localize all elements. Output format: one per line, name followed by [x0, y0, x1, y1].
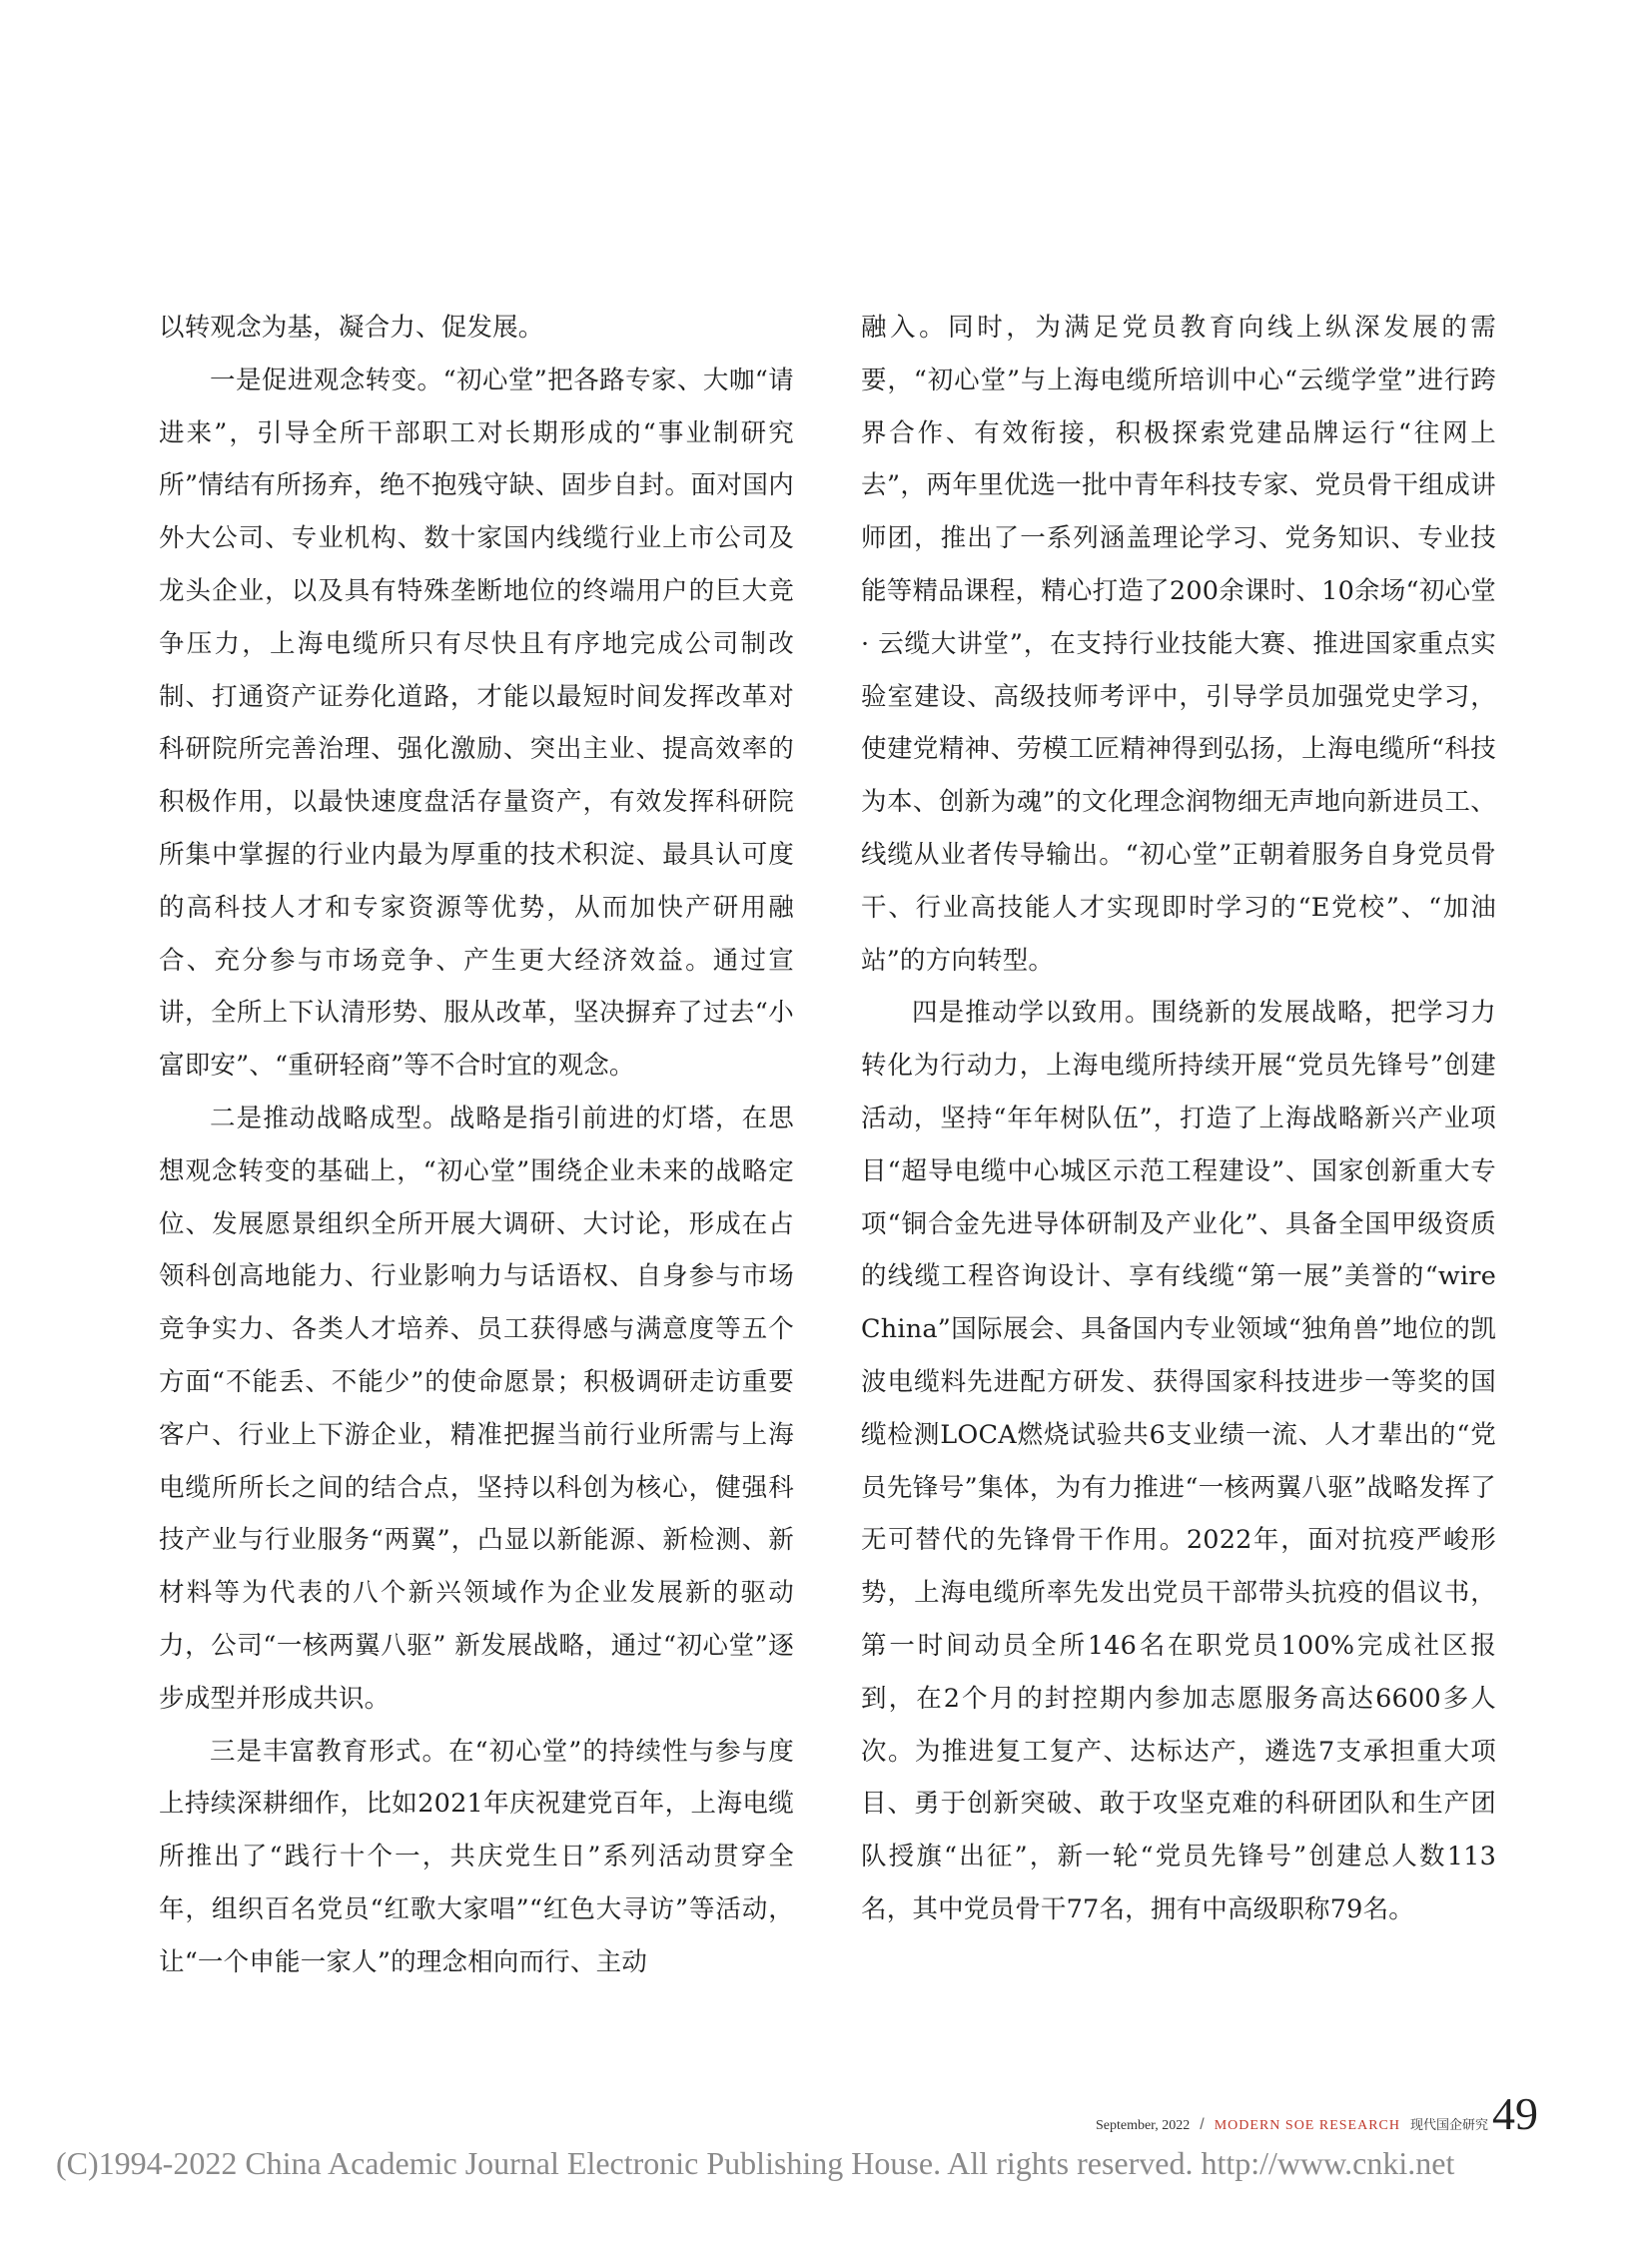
paragraph: 融入。同时，为满足党员教育向线上纵深发展的需要，“初心堂”与上海电缆所培训中心“云缆学堂”进行跨界合作、有效衔接，积极探索党建品牌运行“往网上去”，两年里优选一批中青年科技专家、党员骨干组成讲师团，推出了一系列涵盖理论学习、党务知识、专业技能等精品课程，精心打造了200余课时、10余场“初心堂 · 云缆大讲堂”，在支持行业技能大赛、推进国家重点实验室建设、高级技师考评中，引导学员加强党史学习，使建党精神、劳模工匠精神得到弘扬，上海电缆所“科技为本、创新为魂”的文化理念润物细无声地向新进员工、线缆从业者传导输出。“初心堂”正朝着服务自身党员骨干、行业高技能人才实现即时学习的“E党校”、“加油站”的方向转型。 — [861, 313, 1496, 976]
page-number: 49 — [1492, 2088, 1538, 2139]
issue-date: September, 2022 — [1095, 2118, 1191, 2133]
right-column — [861, 302, 1496, 1936]
magazine-name: MODERN SOE RESEARCH — [1214, 2118, 1400, 2133]
copyright-notice: (C)1994-2022 China Academic Journal Electronic Publishing House. All rights reserved. http://www.cnki.net — [56, 2145, 1455, 2181]
magazine-name-cn: 现代国企研究 — [1409, 2118, 1488, 2133]
paragraph: 以转观念为基，凝合力、促发展。 — [159, 313, 544, 343]
left-column — [159, 302, 794, 1989]
paragraph: 一是促进观念转变。“初心堂”把各路专家、大咖“请进来”，引导全所干部职工对长期形成的“事业制研究所”情结有所扬弃，绝不抱残守缺、固步自封。面对国内外大公司、专业机构、数十家国内线缆行业上市公司及龙头企业，以及具有特殊垄断地位的终端用户的巨大竞争压力，上海电缆所只有尽快且有序地完成公司制改制、打通资产证券化道路，才能以最短时间发挥改革对科研院所完善治理、强化激励、突出主业、提高效率的积极作用，以最快速度盘活存量资产，有效发挥科研院所集中掌握的行业内最为厚重的技术积淀、最具认可度的高科技人才和专家资源等优势，从而加快产研用融合、充分参与市场竞争、产生更大经济效益。通过宣讲，全所上下认清形势、服从改革，坚决摒弃了过去“小富即安”、“重研轻商”等不合时宜的观念。 — [159, 365, 794, 1082]
running-footer — [1096, 2114, 1488, 2134]
footer-separator: / — [1200, 2116, 1205, 2133]
paragraph: 二是推动战略成型。战略是指引前进的灯塔，在思想观念转变的基础上，“初心堂”围绕企业未来的战略定位、发展愿景组织全所开展大调研、大讨论，形成在占领科创高地能力、行业影响力与话语权、自身参与市场竞争实力、各类人才培养、员工获得感与满意度等五个方面“不能丢、不能少”的使命愿景；积极调研走访重要客户、行业上下游企业，精准把握当前行业所需与上海电缆所所长之间的结合点，坚持以科创为核心，健强科技产业与行业服务“两翼”，凸显以新能源、新检测、新材料等为代表的八个新兴领域作为企业发展新的驱动力，公司“一核两翼八驱” 新发展战略，通过“初心堂”逐步成型并形成共识。 — [159, 1103, 794, 1714]
paragraph: 三是丰富教育形式。在“初心堂”的持续性与参与度上持续深耕细作，比如2021年庆祝建党百年，上海电缆所推出了“践行十个一，共庆党生日”系列活动贯穿全年，组织百名党员“红歌大家唱”“红色大寻访”等活动，让“一个申能一家人”的理念相向而行、主动 — [159, 1736, 794, 1977]
paragraph: 四是推动学以致用。围绕新的发展战略，把学习力转化为行动力，上海电缆所持续开展“党员先锋号”创建活动，坚持“年年树队伍”，打造了上海战略新兴产业项目“超导电缆中心城区示范工程建设”、国家创新重大专项“铜合金先进导体研制及产业化”、具备全国甲级资质的线缆工程咨询设计、享有线缆“第一展”美誉的“wire China”国际展会、具备国内专业领域“独角兽”地位的凯波电缆料先进配方研发、获得国家科技进步一等奖的国缆检测LOCA燃烧试验共6支业绩一流、人才辈出的“党员先锋号”集体，为有力推进“一核两翼八驱”战略发挥了无可替代的先锋骨干作用。2022年，面对抗疫严峻形势，上海电缆所率先发出党员干部带头抗疫的倡议书，第一时间动员全所146名在职党员100%完成社区报到，在2个月的封控期内参加志愿服务高达6600多人次。为推进复工复产、达标达产，遴选7支承担重大项目、勇于创新突破、敢于攻坚克难的科研团队和生产团队授旗“出征”，新一轮“党员先锋号”创建总人数113名，其中党员骨干77名，拥有中高级职称79名。 — [861, 998, 1496, 1924]
